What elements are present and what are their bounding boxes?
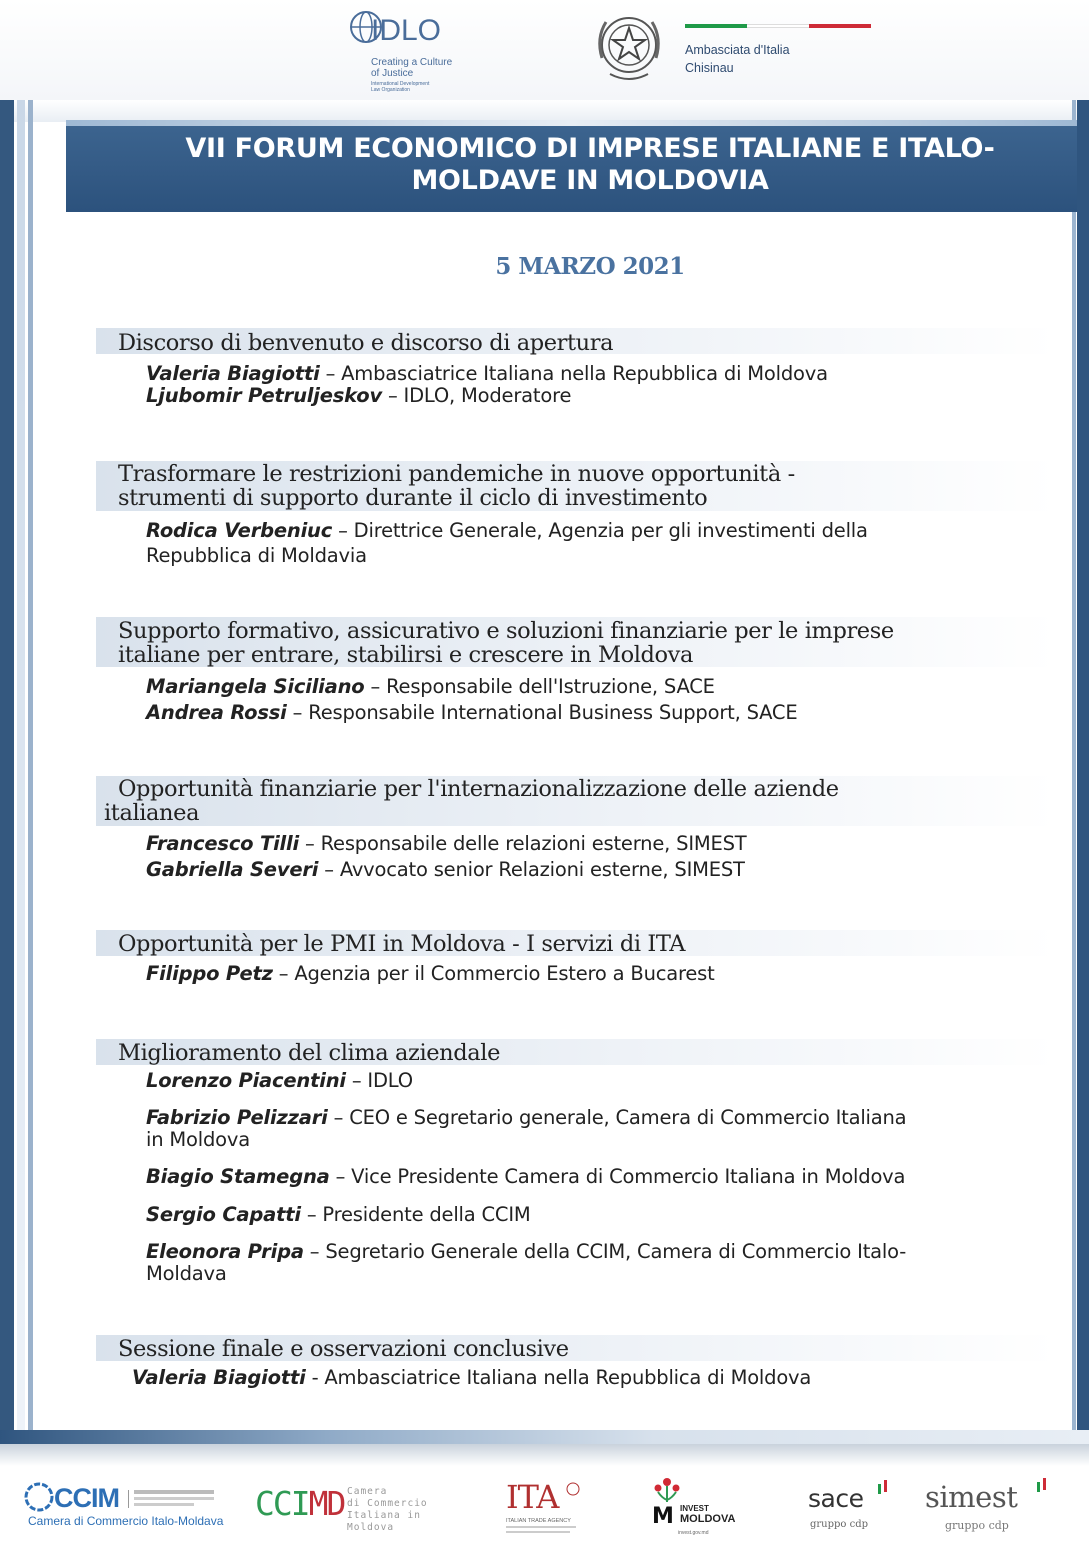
simest-logo [925,1470,1060,1540]
speaker-role: IDLO, Moderatore [403,384,572,407]
speaker-role: CEO e Segretario generale, Camera di Commercio Italiana [349,1106,907,1129]
section-heading: Supporto formativo, assicurativo e soluzioni finanziarie per le imprese italiane per entrare, stabilirsi e crescere in Moldova [118,618,894,668]
ccim-logo [24,1470,224,1540]
section-heading: Miglioramento del clima aziendale [118,1040,500,1066]
speaker-name: Andrea Rossi [146,701,287,724]
top-band [0,100,1089,122]
speaker-name: Rodica Verbeniuc [146,519,333,542]
sace-logo [808,1470,898,1540]
speaker-role: Responsabile International Business Support, SACE [308,701,798,724]
speaker-role: Segretario Generale della CCIM, Camera di Commercio Italo- [325,1240,907,1263]
speaker-line: Valeria Biagiotti - Ambasciatrice Italiana nella Repubblica di Moldova [132,1366,812,1389]
italian-flag-bar [685,24,871,28]
speaker-line: Gabriella Severi – Avvocato senior Relazioni esterne, SIMEST [146,858,745,881]
speaker-name: Gabriella Severi [146,858,319,881]
ccimd-subtitle: Camera di Commercio Italiana in Moldova [347,1486,428,1533]
speaker-name: Valeria Biagiotti [146,362,320,385]
ita-logo [506,1470,596,1540]
ccimd-name: CCIMD [255,1484,345,1523]
speaker-name: Mariangela Siciliano [146,675,365,698]
speaker-role: Presidente della CCIM [322,1203,531,1226]
speaker-name: Sergio Capatti [146,1203,301,1226]
speaker-line: Sergio Capatti – Presidente della CCIM [146,1203,531,1226]
speaker-role-cont: Moldava [146,1262,227,1285]
speaker-name: Eleonora Pripa [146,1240,304,1263]
forum-title-line: MOLDAVE IN MOLDOVIA [411,165,769,196]
speaker-name: Filippo Petz [146,962,273,985]
speaker-role: Responsabile delle relazioni esterne, SIMEST [320,832,747,855]
section-heading: Discorso di benvenuto e discorso di apertura [118,330,614,356]
speaker-name: Fabrizio Pelizzari [146,1106,328,1129]
left-frame-rail [0,100,14,1438]
sace-subtitle: gruppo cdp [810,1519,869,1530]
speaker-line: Eleonora Pripa – Segretario Generale della CCIM, Camera di Commercio Italo- [146,1240,907,1263]
speaker-role: Responsabile dell'Istruzione, SACE [386,675,715,698]
idlo-tagline: Creating a Culture of Justice [371,57,453,79]
event-date: 5 MARZO 2021 [495,253,685,280]
ccim-name: CCIM [54,1483,119,1513]
speaker-name: Ljubomir Petruljeskov [146,384,382,407]
embassy-city: Chisinau [685,61,734,75]
speaker-line: Lorenzo Piacentini – IDLO [146,1069,413,1092]
speaker-line: Filippo Petz – Agenzia per il Commercio Estero a Bucarest [146,962,715,985]
embassy-name: Ambasciata d'Italia [685,43,790,57]
speaker-role: Ambasciatrice Italiana nella Repubblica di Moldova [324,1366,812,1389]
footer-shadow [0,1444,1089,1466]
speaker-role: Ambasciatrice Italiana nella Repubblica di Moldova [341,362,828,385]
forum-title-line: VII FORUM ECONOMICO DI IMPRESE ITALIANE E ITALO- [185,133,995,164]
idlo-org-name: International Development Law Organization [371,81,430,93]
speaker-line: Valeria Biagiotti – Ambasciatrice Italiana nella Repubblica di Moldova [146,362,828,385]
speaker-role: Direttrice Generale, Agenzia per gli investimenti della [353,519,868,542]
speaker-role-cont: Repubblica di Moldavia [146,544,367,567]
ita-star-icon [566,1482,580,1496]
simest-subtitle: gruppo cdp [945,1519,1009,1532]
bottom-band [0,1430,1089,1444]
left-frame-edge [28,100,33,1438]
forum-title [120,133,1060,197]
speaker-line: Fabrizio Pelizzari – CEO e Segretario generale, Camera di Commercio Italiana [146,1106,907,1129]
invest-line1: INVEST [680,1504,709,1513]
invest-moldova-logo [648,1470,758,1540]
idlo-logo [349,8,459,96]
speaker-line: Biagio Stamegna – Vice Presidente Camera di Commercio Italiana in Moldova [146,1165,906,1188]
right-frame-rail [1077,100,1089,1438]
sace-name: sace [808,1484,864,1513]
right-frame-inner [1072,100,1076,1438]
section-heading: Opportunità finanziarie per l'internazionalizzazione delle aziende italianea [104,776,839,826]
ccimd-logo [255,1470,465,1540]
m-mark-icon: M [652,1504,674,1529]
invest-line2: MOLDOVA [680,1513,736,1525]
speaker-line: Rodica Verbeniuc – Direttrice Generale, Agenzia per gli investimenti della [146,519,868,542]
speaker-line: Francesco Tilli – Responsabile delle relazioni esterne, SIMEST [146,832,747,855]
speaker-role: IDLO [367,1069,413,1092]
ita-subtitle: ITALIAN TRADE AGENCY [506,1518,571,1524]
speaker-name: Francesco Tilli [146,832,300,855]
speaker-role: Vice Presidente Camera di Commercio Italiana in Moldova [351,1165,906,1188]
speaker-name: Valeria Biagiotti [132,1366,306,1389]
left-frame-inner [17,100,25,1438]
page-header [0,0,1089,100]
speaker-line: Ljubomir Petruljeskov – IDLO, Moderatore [146,384,572,407]
simest-name: simest [925,1480,1018,1514]
speaker-name: Lorenzo Piacentini [146,1069,346,1092]
speaker-name: Biagio Stamegna [146,1165,330,1188]
speaker-line: Mariangela Siciliano – Responsabile dell'Istruzione, SACE [146,675,715,698]
speaker-role-cont: in Moldova [146,1128,250,1151]
speaker-line: Andrea Rossi – Responsabile International Business Support, SACE [146,701,798,724]
flower-ornament-icon [650,1474,684,1504]
speaker-role: Agenzia per il Commercio Estero a Bucarest [294,962,715,985]
section-heading: Sessione finale e osservazioni conclusive [118,1336,569,1362]
idlo-name: IDLO [371,14,442,47]
ita-name: ITA [506,1478,559,1516]
ccim-globe-icon [24,1482,54,1512]
invest-url: invest.gov.md [678,1530,709,1536]
italian-republic-emblem-icon [592,8,666,88]
ccim-subtitle: Camera di Commercio Italo-Moldava [28,1514,224,1528]
speaker-role: Avvocato senior Relazioni esterne, SIMEST [339,858,745,881]
embassy-label [685,24,875,84]
section-heading: Opportunità per le PMI in Moldova - I servizi di ITA [118,931,686,957]
section-heading: Trasformare le restrizioni pandemiche in nuove opportunità - strumenti di supporto durante il ciclo di investimento [118,461,795,511]
